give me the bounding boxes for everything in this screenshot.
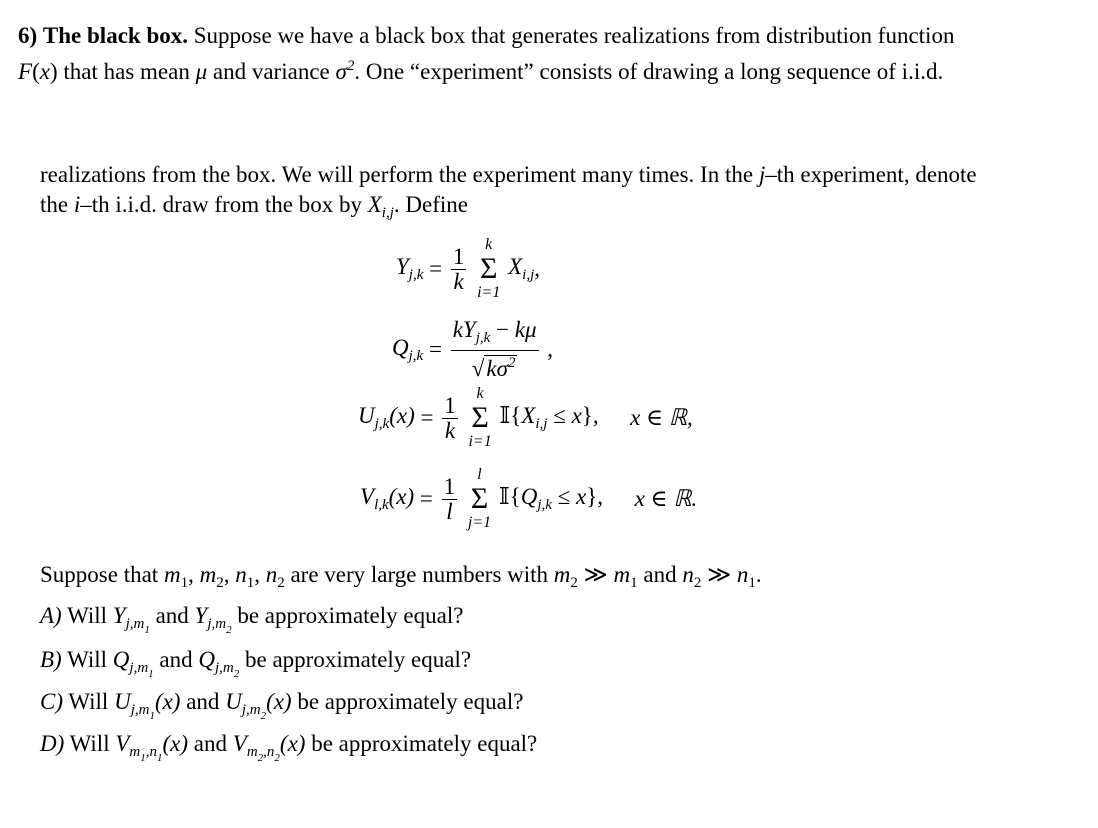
equation-V: $V_{l,k}(x)$ = $\frac{1}{l}$ l Σ j=1 $𝕀\{Q_{j,k} \le x\}$, x ∈ ℝ. bbox=[360, 466, 698, 531]
math-mu: μ bbox=[195, 59, 208, 84]
problem-line1-text: Suppose we have a black box that generates realizations from distribution function bbox=[193, 23, 955, 48]
question-d-text-a: Will bbox=[69, 731, 110, 756]
problem-line4-text-b: –th i.i.d. draw from the box by bbox=[80, 192, 362, 217]
question-c-text-a: Will bbox=[68, 689, 109, 714]
problem-line2-text-c: . One “experiment” consists of drawing a long sequence of i.i.d. bbox=[354, 59, 944, 84]
problem-title: The black box. bbox=[42, 23, 188, 48]
question-c-text-b: and bbox=[186, 689, 220, 714]
question-c-text-c: be approximately equal? bbox=[297, 689, 524, 714]
question-c-label: C) bbox=[40, 689, 63, 714]
problem-line3-text: realizations from the box. We will perform the experiment many times. In the bbox=[40, 162, 754, 187]
question-b-text-c: be approximately equal? bbox=[245, 647, 472, 672]
suppose-line: Suppose that $m_1$, $m_2$, $n_1$, $n_2$ are very large numbers with $m_2$ ≫ $m_1$ and $n_2$ ≫ $n_1$. bbox=[40, 562, 762, 591]
problem-line4 bbox=[40, 191, 468, 227]
question-a-text-a: Will bbox=[67, 603, 108, 628]
question-b-label: B) bbox=[40, 647, 62, 672]
equation-U: $U_{j,k}(x)$ = $\frac{1}{k}$ k Σ i=1 $𝕀\{X_{i,j} \le x\}$, x ∈ ℝ, bbox=[358, 385, 693, 450]
problem-line4-text: the bbox=[40, 192, 69, 217]
eq-q-lhs: Q bbox=[392, 334, 409, 360]
equation-Y: $Y_{j,k}$ = $\frac{1}{k}$ k Σ i=1 $X_{i,j}$, bbox=[396, 236, 541, 301]
eq-v-domain: x ∈ ℝ. bbox=[634, 486, 698, 511]
suppose-text-b: are very large numbers with bbox=[290, 562, 549, 587]
eq-v-lhs: V bbox=[360, 484, 375, 509]
question-b-text-b: and bbox=[159, 647, 193, 672]
question-d-label: D) bbox=[40, 731, 65, 756]
question-b: B) Will $Q_{j,m_1}$ and $Q_{j,m_2}$ be approximately equal? bbox=[40, 647, 472, 680]
problem-line2-text-b: and variance bbox=[212, 59, 330, 84]
suppose-text-c: and bbox=[643, 562, 677, 587]
math-i: i bbox=[73, 192, 81, 217]
math-Xij: $X_{i,j}$ bbox=[367, 192, 394, 221]
question-a-text-c: be approximately equal? bbox=[237, 603, 464, 628]
problem-line3-text-b: –th experiment, denote bbox=[765, 162, 977, 187]
question-d-text-c: be approximately equal? bbox=[311, 731, 538, 756]
math-j: j bbox=[758, 162, 766, 187]
problem-line2-text: that has mean bbox=[63, 59, 190, 84]
suppose-text: Suppose that bbox=[40, 562, 159, 587]
question-a-label: A) bbox=[40, 603, 62, 628]
problem-line2: F(x) that has mean μ and variance $\sigma^2$. One “experiment” consists of drawing a long sequence of i.i.d. bbox=[18, 58, 944, 84]
question-b-text-a: Will bbox=[67, 647, 108, 672]
question-a: A) Will $Y_{j,m_1}$ and $Y_{j,m_2}$ be approximately equal? bbox=[40, 603, 464, 636]
question-c: C) Will $U_{j,m_1}(x)$ and $U_{j,m_2}(x)$ be approximately equal? bbox=[40, 689, 524, 722]
question-d: D) Will $V_{m_1,n_1}(x)$ and $V_{m_2,n_2}(x)$ be approximately equal? bbox=[40, 731, 538, 764]
equation-Q: $Q_{j,k}$ = $\frac{kY_{j,k} - k\mu}{√k\sigma^2}$ , bbox=[392, 317, 554, 381]
eq-u-lhs: U bbox=[358, 403, 375, 428]
eq-y-lhs: Y bbox=[396, 254, 409, 279]
question-a-text-b: and bbox=[155, 603, 189, 628]
problem-line4-text-c: . Define bbox=[393, 192, 468, 217]
problem-line3 bbox=[40, 161, 977, 189]
question-d-text-b: and bbox=[193, 731, 227, 756]
problem-heading-line bbox=[18, 22, 954, 50]
math-sigma-sq: $\sigma^2$ bbox=[335, 58, 355, 84]
math-Fx: F bbox=[18, 59, 33, 84]
problem-number: 6) bbox=[18, 23, 38, 48]
eq-u-domain: x ∈ ℝ, bbox=[630, 405, 693, 430]
